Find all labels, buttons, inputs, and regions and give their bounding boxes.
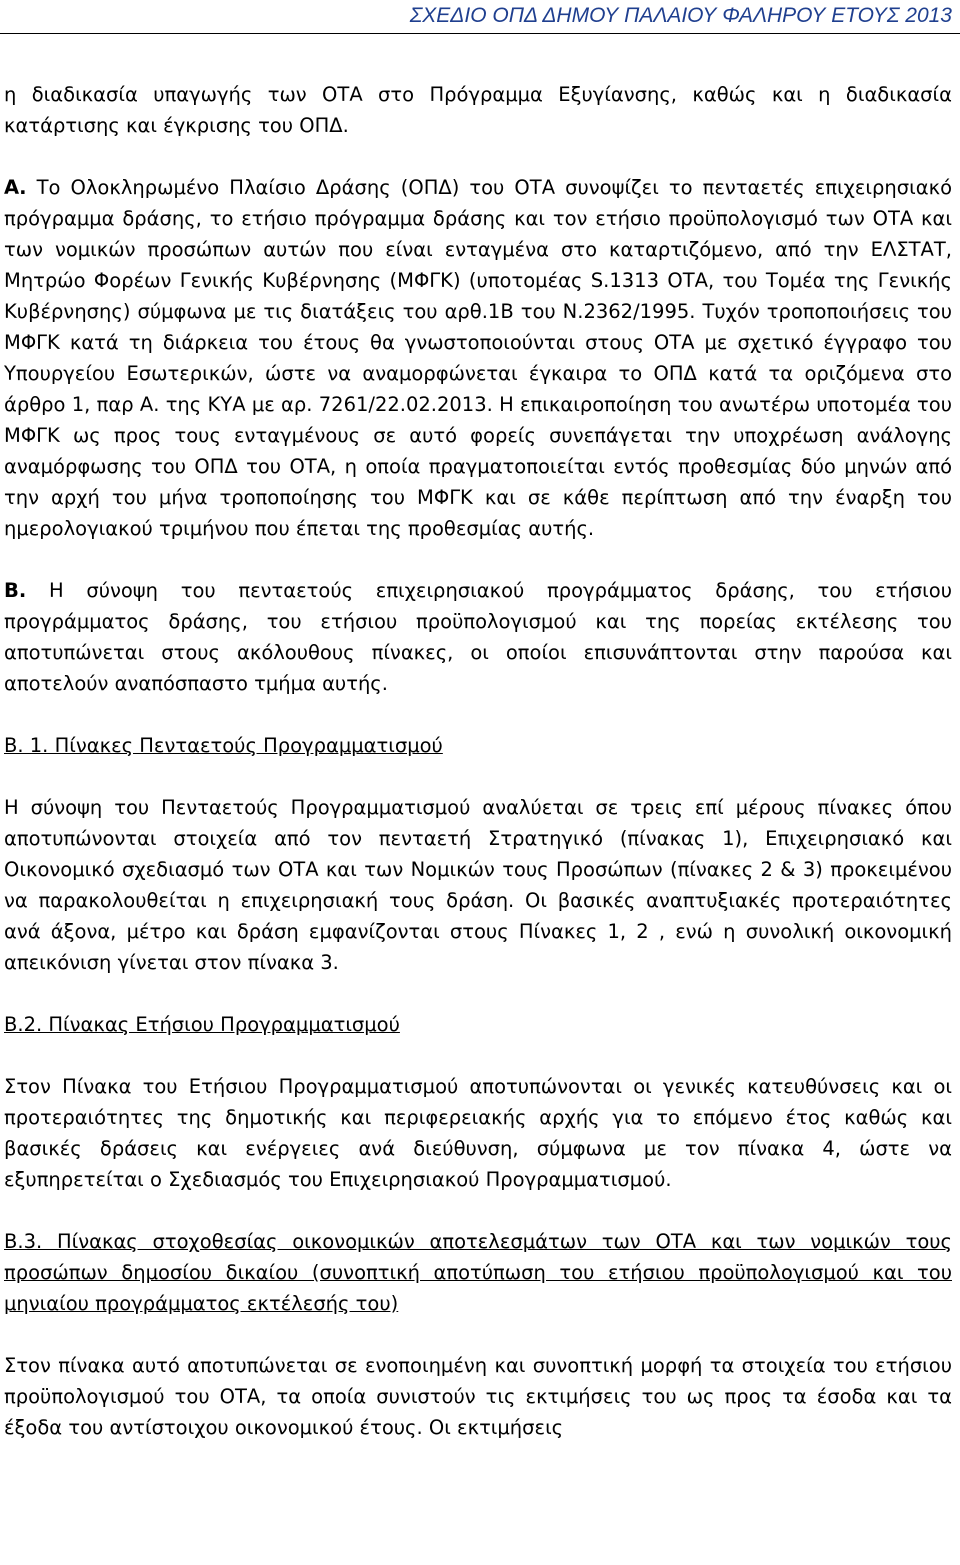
header-divider bbox=[0, 33, 960, 34]
section-b-paragraph bbox=[4, 575, 952, 699]
section-b3-paragraph: Στον πίνακα αυτό αποτυπώνεται σε ενοποιημένη και συνοπτική μορφή τα στοιχεία του ετήσιου προϋπολογισμού του ΟΤΑ, τα οποία συνιστούν τις εκτιμήσεις του ως προς τα έσοδα και τα έξοδα του αντίστοιχου οικονομικού έτους. Οι εκτιμήσεις bbox=[4, 1354, 952, 1439]
document-header-title: ΣΧΕΔΙΟ ΟΠΔ ΔΗΜΟΥ ΠΑΛΑΙΟΥ ΦΑΛΗΡΟΥ ΕΤΟΥΣ 2013 bbox=[409, 4, 952, 27]
spacer bbox=[4, 1319, 952, 1350]
document-body bbox=[4, 79, 952, 1443]
section-b2-heading-line bbox=[4, 1009, 952, 1040]
section-b2-paragraph: Στον Πίνακα του Ετήσιου Προγραμματισμού αποτυπώνονται οι γενικές κατευθύνσεις και οι προτεραιότητες της δημοτικής και περιφερειακής αρχής για το επόμενο έτος καθώς και βασικές δράσεις και ενέργειες ανά διεύθυνση, σύμφωνα με τον πίνακα 4, ώστε να εξυπηρετείται ο Σχεδιασμός του Επιχειρησιακού Προγραμματισμού. bbox=[4, 1075, 952, 1191]
section-b2-heading: Β.2. Πίνακας Ετήσιου Προγραμματισμού bbox=[4, 1013, 400, 1036]
section-b-label: Β. bbox=[4, 579, 27, 602]
section-a-paragraph bbox=[4, 172, 952, 544]
intro-paragraph: η διαδικασία υπαγωγής των ΟΤΑ στο Πρόγραμμα Εξυγίανσης, καθώς και η διαδικασία κατάρτισης και έγκρισης του ΟΠΔ. bbox=[4, 83, 952, 137]
section-b1-paragraph: Η σύνοψη του Πενταετούς Προγραμματισμού αναλύεται σε τρεις επί μέρους πίνακες όπου αποτυπώνονται στοιχεία από τον πενταετή Στρατηγικό (πίνακας 1), Επιχειρησιακό και Οικονομικό σχεδιασμό των ΟΤΑ και των Νομικών τους Προσώπων (πίνακες 2 & 3) προκειμένου να παρακολουθείται η επιχειρησιακή τους δράση. Οι βασικές αναπτυξιακές προτεραιότητες ανά άξονα, μέτρο και δράση εμφανίζονται στους Πίνακες 1, 2 , ενώ η συνολική οικονομική απεικόνιση γίνεται στον πίνακα 3. bbox=[4, 796, 952, 974]
spacer bbox=[4, 978, 952, 1009]
section-b1-heading: Β. 1. Πίνακες Πενταετούς Προγραμματισμού bbox=[4, 734, 443, 757]
section-a-label: Α. bbox=[4, 176, 27, 199]
spacer bbox=[4, 1040, 952, 1071]
spacer bbox=[4, 544, 952, 575]
section-b-text: Η σύνοψη του πενταετούς επιχειρησιακού προγράμματος δράσης, του ετήσιου προγράμματος δράσης, του ετήσιου προϋπολογισμού και της πορείας εκτέλεσης του αποτυπώνεται στους ακόλουθους πίνακες, οι οποίοι επισυνάπτονται στην παρούσα και αποτελούν αναπόσπαστο τμήμα αυτής. bbox=[4, 579, 952, 695]
section-b3-heading-line bbox=[4, 1226, 952, 1319]
spacer bbox=[4, 761, 952, 792]
spacer bbox=[4, 699, 952, 730]
spacer bbox=[4, 141, 952, 172]
section-b3-heading: Β.3. Πίνακας στοχοθεσίας οικονομικών αποτελεσμάτων των ΟΤΑ και των νομικών τους προσώπων δημοσίου δικαίου (συνοπτική αποτύπωση του ετήσιου προϋπολογισμού και του μηνιαίου προγράμματος εκτέλεσής του) bbox=[4, 1230, 952, 1315]
spacer bbox=[4, 1195, 952, 1226]
section-b1-heading-line bbox=[4, 730, 952, 761]
section-a-text: Το Ολοκληρωμένο Πλαίσιο Δράσης (ΟΠΔ) του ΟΤΑ συνοψίζει το πενταετές επιχειρησιακό πρόγραμμα δράσης, το ετήσιο πρόγραμμα δράσης και τον ετήσιο προϋπολογισμό των ΟΤΑ και των νομικών προσώπων αυτών που είναι ενταγμένα στο καταρτιζόμενο, από την ΕΛΣΤΑΤ, Μητρώο Φορέων Γενικής Κυβέρνησης (ΜΦΓΚ) (υποτομέας S.1313 ΟΤΑ, του Τομέα της Γενικής Κυβέρνησης) σύμφωνα με τις διατάξεις του αρθ.1Β του Ν.2362/1995. Τυχόν τροποποιήσεις του ΜΦΓΚ κατά τη διάρκεια του έτους θα γνωστοποιούνται στους ΟΤΑ με σχετικό έγγραφο του Υπουργείου Εσωτερικών, ώστε να αναμορφώνεται έγκαιρα το ΟΠΔ κατά τα οριζόμενα στο άρθρο 1, παρ Α. της ΚΥΑ με αρ. 7261/22.02.2013. Η επικαιροποίηση του ανωτέρω υποτομέα του ΜΦΓΚ ως προς τους ενταγμένους σε αυτό φορείς συνεπάγεται την υποχρέωση ανάλογης αναμόρφωσης του ΟΠΔ του ΟΤΑ, η οποία πραγματοποιείται εντός προθεσμίας δύο μηνών από την αρχή του μήνα τροποποίησης του ΜΦΓΚ και σε κάθε περίπτωση από την έναρξη του ημερολογιακού τριμήνου που έπεται της προθεσμίας αυτής. bbox=[4, 176, 952, 540]
